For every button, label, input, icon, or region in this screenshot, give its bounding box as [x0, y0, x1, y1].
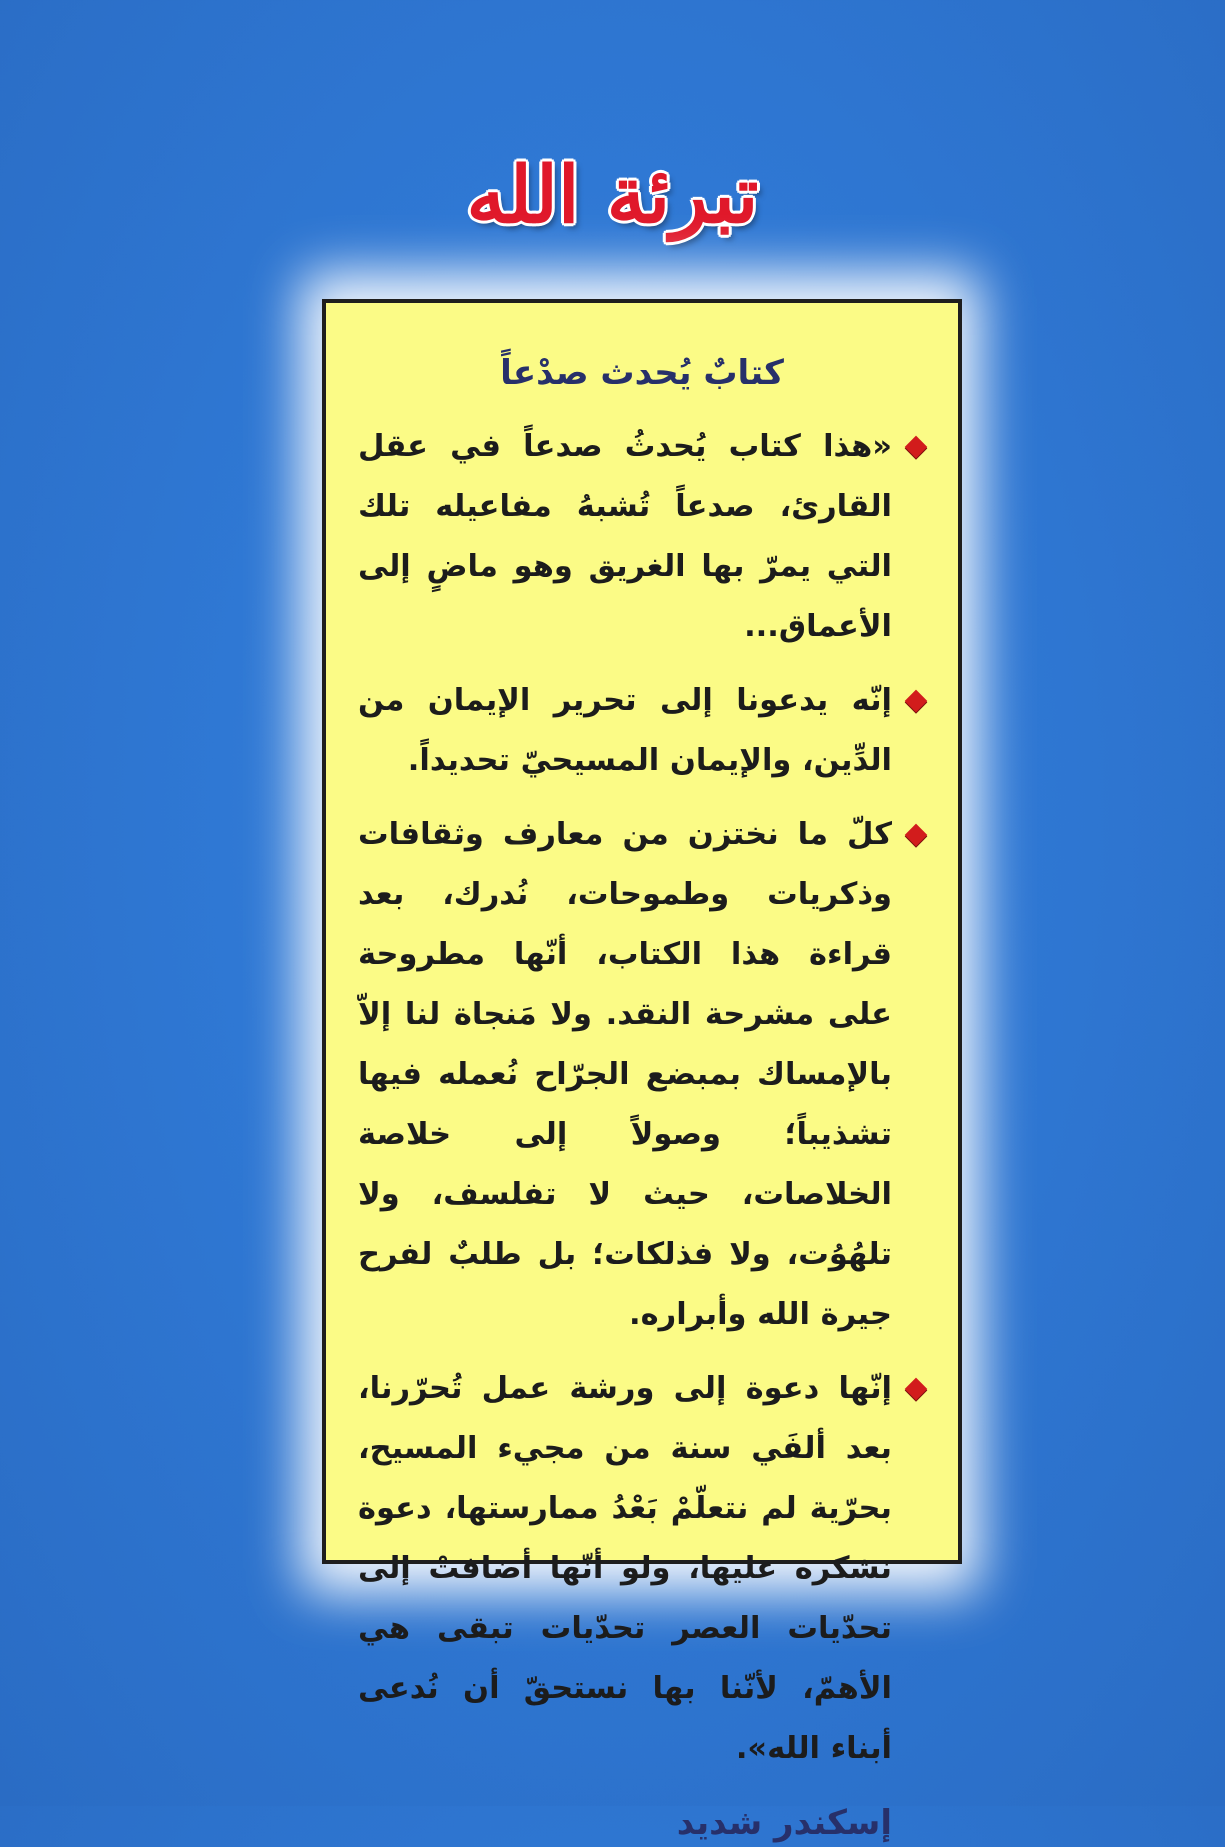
- blurb-heading: كتابٌ يُحدث صدْعاً: [500, 353, 784, 393]
- blurb-paragraph: [358, 417, 926, 657]
- blurb-paragraph: [358, 671, 926, 791]
- diamond-bullet-icon: [905, 1378, 928, 1401]
- diamond-bullet-icon: [905, 436, 928, 459]
- book-title: تبرئة الله: [466, 150, 759, 241]
- blurb-paragraph-text: «هذا كتاب يُحدثُ صدعاً في عقل القارئ، صدعاً تُشبهُ مفاعيله تلك التي يمرّ بها الغريق وهو ماضٍ إلى الأعماق...: [358, 429, 892, 644]
- blurb-paragraph: [358, 805, 926, 1345]
- blurb-paragraph-text: إنّها دعوة إلى ورشة عمل تُحرّرنا، بعد ألفَي سنة من مجيء المسيح، بحرّية لم نتعلّمْ بَعْدُ ممارستها، دعوة نشكره عليها، ولو أنّها أضافتْ إلى تحدّيات العصر تحدّيات تبقى هي الأهمّ، لأنّنا بها نستحقّ أن نُدعى أبناء الله».: [358, 1371, 892, 1766]
- diamond-bullet-icon: [905, 690, 928, 713]
- blurb-paragraph-text: كلّ ما نختزن من معارف وثقافات وذكريات وطموحات، نُدرك، بعد قراءة هذا الكتاب، أنّها مطروحة على مشرحة النقد. ولا مَنجاة لنا إلاّ بالإمساك بمبضع الجرّاح نُعمله فيها تشذيباً؛ وصولاً إلى خلاصة الخلاصات، حيث لا تفلسف، ولا تلهُوُت، ولا فذلكات؛ بل طلبٌ لفرح جيرة الله وأبراره.: [358, 817, 892, 1332]
- blurb-panel: [322, 299, 962, 1843]
- diamond-bullet-icon: [905, 824, 928, 847]
- blurb-paragraph: [358, 1359, 926, 1779]
- blurb-paragraph-text: إنّه يدعونا إلى تحرير الإيمان من الدِّين، والإيمان المسيحيّ تحديداً.: [358, 683, 892, 778]
- author-name: إسكندر شديد: [676, 1803, 892, 1843]
